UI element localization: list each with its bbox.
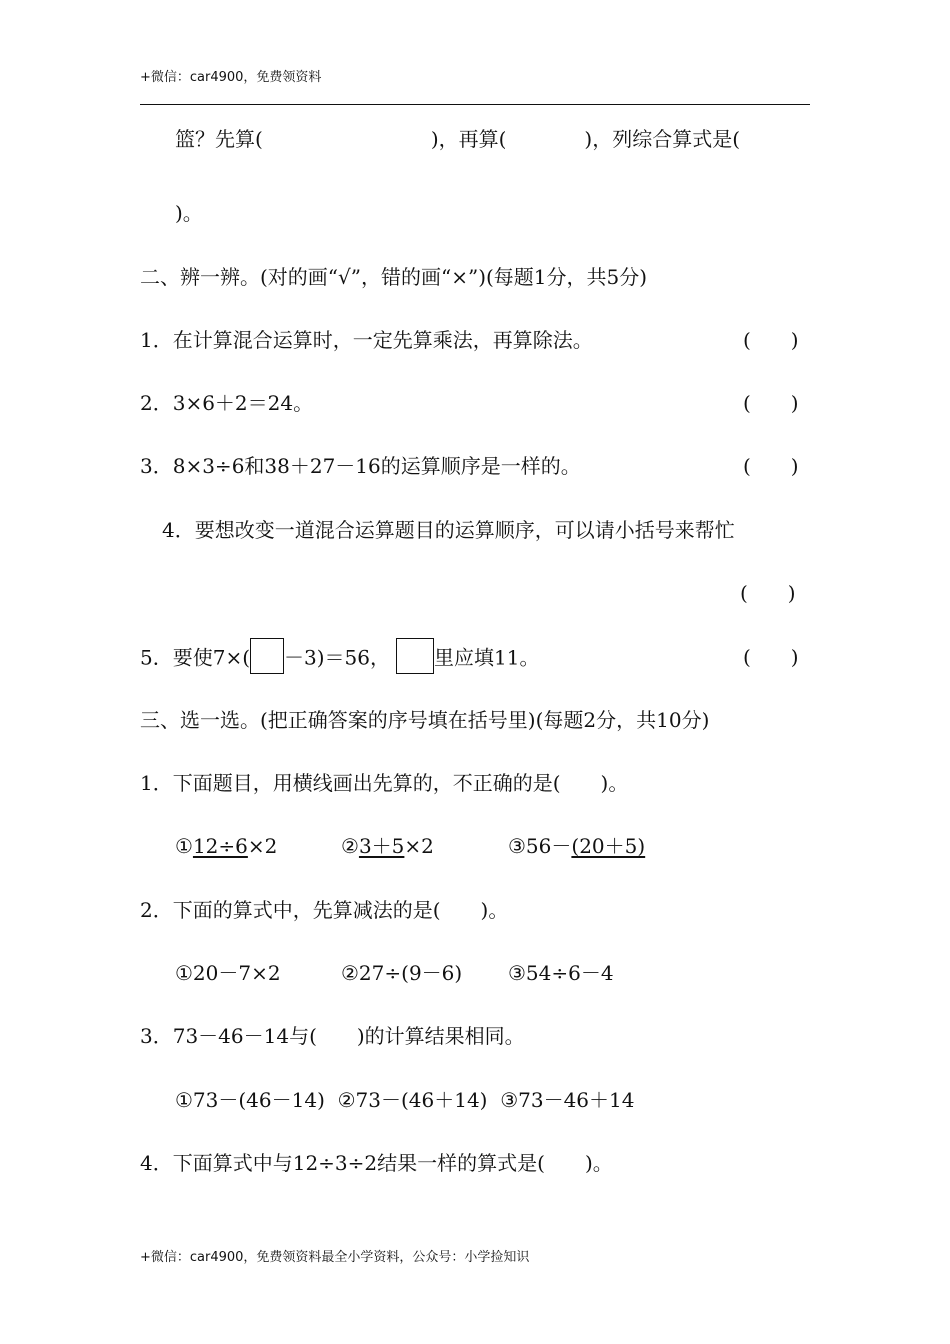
item5-part-c: 里应填11。 <box>434 645 540 670</box>
underlined-expression: 3＋5 <box>358 834 405 858</box>
answer-parentheses: ( ) <box>743 454 799 478</box>
section2-item-5 <box>140 644 539 674</box>
section3-question-4: 4．下面算式中与12÷3÷2结果一样的算式是( )。 <box>140 1151 613 1175</box>
q2-option-3: ③54÷6－4 <box>508 961 614 985</box>
option-rest: ×2 <box>404 834 434 858</box>
top-question-line <box>175 126 740 152</box>
section3-heading: 三、选一选。(把正确答案的序号填在括号里)(每题2分，共10分) <box>140 708 710 732</box>
item5-part-a: 5．要使7×( <box>140 645 251 670</box>
answer-parentheses: ( ) <box>743 391 799 415</box>
q2-option-1: ①20－7×2 <box>175 961 281 985</box>
section2-item-4: 4．要想改变一道混合运算题目的运算顺序，可以请小括号来帮忙 <box>162 518 735 542</box>
footer-note: +微信：car4900，免费领资料最全小学资料，公众号：小学捡知识 <box>140 1250 530 1265</box>
option-number: ② <box>341 834 359 858</box>
q1-option-1 <box>175 833 277 859</box>
section2-item-1: 1．在计算混合运算时，一定先算乘法，再算除法。 <box>140 328 593 352</box>
top-question-part2: )，再算( <box>430 127 507 151</box>
blank-box <box>396 638 434 674</box>
answer-parentheses: ( ) <box>740 581 796 605</box>
top-question-part1: 篮？先算( <box>175 127 263 151</box>
section2-heading: 二、辨一辨。(对的画“√”，错的画“×”)(每题1分，共5分) <box>140 265 648 289</box>
top-question-part3: )，列综合算式是( <box>584 127 741 151</box>
section3-question-3: 3．73－46－14与( )的计算结果相同。 <box>140 1024 525 1048</box>
option-rest: ×2 <box>247 834 278 858</box>
section3-question-2: 2．下面的算式中，先算减法的是( )。 <box>140 898 509 922</box>
underlined-expression: (20＋5) <box>571 834 646 858</box>
blank-box <box>250 638 284 674</box>
option-number: ③56－ <box>508 834 572 858</box>
answer-parentheses: ( ) <box>743 328 799 352</box>
answer-parentheses: ( ) <box>743 645 799 669</box>
item5-part-b: －3)＝56， <box>284 645 390 670</box>
section3-question-1: 1．下面题目，用横线画出先算的，不正确的是( )。 <box>140 771 629 795</box>
header-note: +微信：car4900，免费领资料 <box>140 70 322 85</box>
q1-option-3 <box>508 833 645 859</box>
underlined-expression: 12÷6 <box>192 834 248 858</box>
top-question-continuation: )。 <box>175 201 203 225</box>
section2-item-3: 3．8×3÷6和38＋27－16的运算顺序是一样的。 <box>140 454 581 478</box>
header-rule <box>140 104 810 105</box>
option-number: ① <box>175 834 193 858</box>
q3-options: ①73－(46－14) ②73－(46＋14) ③73－46＋14 <box>175 1088 635 1112</box>
q2-option-2: ②27÷(9－6) <box>341 961 463 985</box>
section2-item-2: 2．3×6＋2＝24。 <box>140 391 314 415</box>
q1-option-2 <box>341 833 434 859</box>
